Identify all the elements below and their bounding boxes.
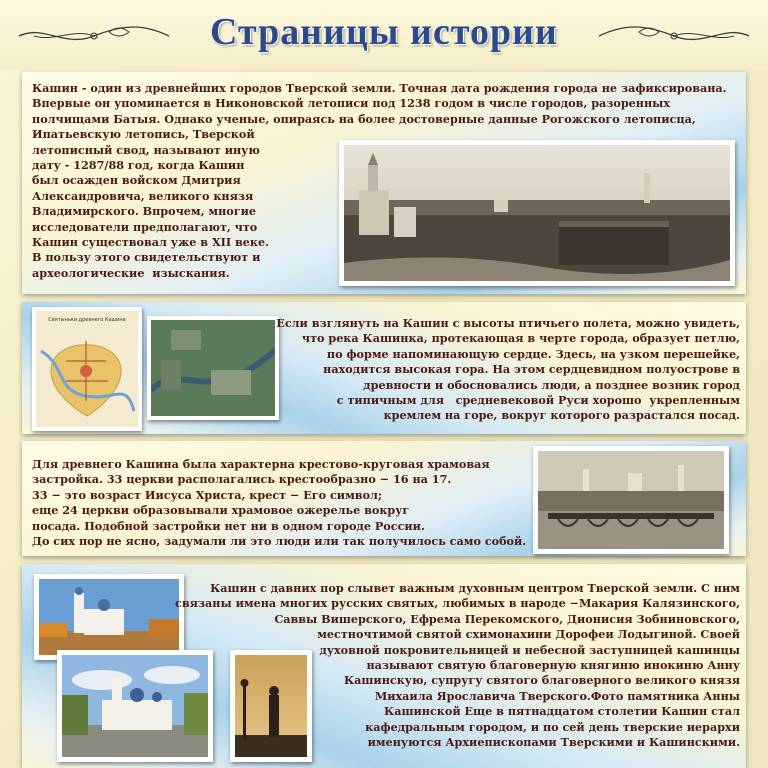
city-map-photo xyxy=(32,307,142,431)
header xyxy=(0,0,768,70)
section2-text: Если взглянуть на Кашин с высоты птичьего полета, можно увидеть, что река Кашинка, протекающая в черте города, образует петлю, по форме напоминающую сердце. Здесь, на узком перешейке, находится высокая гора. На этом сердцевидном полуострове в древности и обосновались люди, а позднее возник город с типичным для средневековой Руси хорошо укрепленным кремлем на горе, вокруг которого разрастался посад. xyxy=(276,316,740,423)
section1-text: Кашин - один из древнейших городов Тверской земли. Точная дата рождения города не зафиксирована. Впервые он упоминается в Никоновской летописи под 1238 годом в числе городов, разоренных полчищами Батыя. Однако ученые, опираясь на более достоверные данные Рогожского летописца, Ипатьевскую летопись, Тверской летописный свод, называют иную дату - 1287/88 год, когда Кашин был осажден войском Дмитрия Александровича, великого князя Владимирского. Впрочем, многие исследователи предполагают, что Кашин существовал уже в XII веке. В пользу этого свидетельствуют и археологические изыскания. xyxy=(32,81,727,280)
section4-text: Кашин с давних пор слывет важным духовным центром Тверской земли. С ним связаны имена многих русских святых, любимых в народе −Макария Калязинского, Саввы Вишерского, Ефрема Перекомского, Дионисия Зобниновского, местночтимой святой схимонахини Дорофеи Лодыгиной. Своей духовной покровительницей и небесной заступницей кашинцы называют святую благоверную княгиню инокиню Анну Кашинскую, супругу святого благоверного великого князя Михаила Ярославича Тверского.Фото памятника Анны Кашинской Еще в пятнадцатом столетии Кашин стал кафедральным городом, и по сей день тверские иерархи именуются Архиепископами Тверскими и Кашинскими. xyxy=(175,581,740,750)
panorama-photo xyxy=(339,140,735,286)
bridge-image xyxy=(538,451,724,549)
city-map-image xyxy=(36,311,138,427)
page-title: Страницы истории xyxy=(210,11,558,53)
church-photo-1 xyxy=(34,574,184,660)
church-image-1 xyxy=(39,579,179,655)
aerial-image xyxy=(151,320,275,416)
aerial-photo xyxy=(147,316,279,420)
panorama-image xyxy=(344,145,730,281)
section3-text: Для древнего Кашина была характерна крестово-круговая храмовая застройка. 33 церкви располагались крестообразно − 16 на 17. 33 − это возраст Иисуса Христа, крест − Его символ; еще 24 церкви образовывали храмовое ожерелье вокруг посада. Подобной застройки нет ни в одном городе России. До сих пор не ясно, задумали ли это люди или так получилось само собой. xyxy=(32,457,527,549)
map-caption: Святыньки древнего Кашина xyxy=(48,317,126,323)
bridge-photo xyxy=(533,446,729,554)
flourish-right-icon xyxy=(594,22,754,50)
